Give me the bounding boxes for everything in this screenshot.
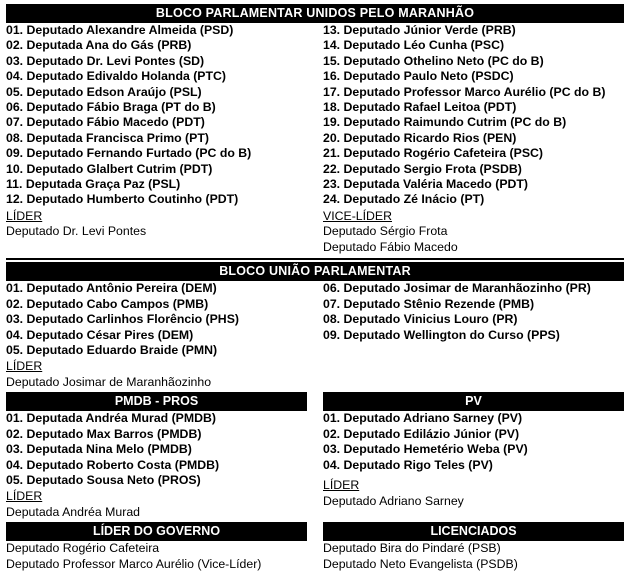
list-item: 02. Deputado Cabo Campos (PMB) xyxy=(6,296,209,311)
footer-section-banners xyxy=(6,522,624,541)
role-name: Deputada Andréa Murad xyxy=(6,504,140,519)
list-item: 05. Deputado Sousa Neto (PROS) xyxy=(6,472,201,487)
footer-banner-right-wrap xyxy=(315,522,624,541)
list-item: Deputado Rogério Cafeteira xyxy=(6,541,160,556)
member-column-pmdb-pros xyxy=(6,411,315,520)
section-title-banner-pv: PV xyxy=(323,392,624,411)
member-column-left xyxy=(6,281,315,390)
list-item: 03. Deputado Hemetério Weba (PV) xyxy=(323,442,528,457)
footer-banner-left-wrap xyxy=(6,522,315,541)
list-item: 08. Deputado Vinicius Louro (PR) xyxy=(323,312,518,327)
section-title-banner: BLOCO UNIÃO PARLAMENTAR xyxy=(6,262,624,281)
list-item: 13. Deputado Júnior Verde (PRB) xyxy=(323,23,516,37)
member-column-right xyxy=(315,23,624,255)
list-item: Deputado Neto Evangelista (PSDB) xyxy=(323,556,518,571)
list-item: 04. Deputado Roberto Costa (PMDB) xyxy=(6,457,220,472)
member-columns xyxy=(6,23,624,255)
list-item: 20. Deputado Ricardo Rios (PEN) xyxy=(323,130,517,145)
list-item: 04. Deputado Rigo Teles (PV) xyxy=(323,457,493,472)
list-item: 07. Deputado Stênio Rezende (PMB) xyxy=(323,296,535,311)
list-item: 01. Deputado Alexandre Almeida (PSD) xyxy=(6,23,234,37)
list-item: 15. Deputado Othelino Neto (PC do B) xyxy=(323,53,544,68)
role-name: Deputado Dr. Levi Pontes xyxy=(6,224,147,239)
list-item: 09. Deputado Fernando Furtado (PC do B) xyxy=(6,146,252,161)
section-title-banner-pmdb-pros: PMDB - PROS xyxy=(6,392,307,411)
list-item: 07. Deputado Fábio Macedo (PDT) xyxy=(6,115,205,130)
section-title-banner-licenciados: LICENCIADOS xyxy=(323,522,624,541)
list-item: 17. Deputado Professor Marco Aurélio (PC do B) xyxy=(323,84,606,99)
list-item: 23. Deputada Valéria Macedo (PDT) xyxy=(323,177,529,192)
list-item: 05. Deputado Eduardo Braide (PMN) xyxy=(6,342,218,357)
list-item: 02. Deputado Edilázio Júnior (PV) xyxy=(323,426,520,441)
list-item: 10. Deputado Glalbert Cutrim (PDT) xyxy=(6,161,213,176)
role-label-vice-lider: VICE-LÍDER xyxy=(323,208,393,223)
list-item: 06. Deputado Fábio Braga (PT do B) xyxy=(6,100,216,115)
half-banner-left-wrap xyxy=(6,392,315,411)
list-item: 12. Deputado Humberto Coutinho (PDT) xyxy=(6,192,239,207)
list-item: 18. Deputado Rafael Leitoa (PDT) xyxy=(323,100,517,115)
role-label-lider: LÍDER xyxy=(323,477,360,492)
list-item: 05. Deputado Edson Araújo (PSL) xyxy=(6,84,202,99)
role-name: Deputado Sérgio Frota xyxy=(323,224,448,239)
role-name: Deputado Josimar de Maranhãozinho xyxy=(6,374,212,389)
list-item: 02. Deputado Max Barros (PMDB) xyxy=(6,426,202,441)
section-title-banner-lider-do-governo: LÍDER DO GOVERNO xyxy=(6,522,307,541)
list-item: 01. Deputado Adriano Sarney (PV) xyxy=(323,411,523,426)
list-item: 24. Deputado Zé Inácio (PT) xyxy=(323,192,485,207)
list-item: 04. Deputado César Pires (DEM) xyxy=(6,327,194,342)
list-item: 06. Deputado Josimar de Maranhãozinho (PR) xyxy=(323,281,591,296)
list-item: 11. Deputada Graça Paz (PSL) xyxy=(6,177,181,192)
list-item: 22. Deputado Sergio Frota (PSDB) xyxy=(323,161,522,176)
half-section-banners xyxy=(6,392,624,411)
list-item: 08. Deputada Francisca Primo (PT) xyxy=(6,130,209,145)
half-banner-right-wrap xyxy=(315,392,624,411)
list-item: 14. Deputado Léo Cunha (PSC) xyxy=(323,38,505,53)
half-section-columns xyxy=(6,411,624,520)
section-title-banner: BLOCO PARLAMENTAR UNIDOS PELO MARANHÃO xyxy=(6,4,624,23)
list-item: 03. Deputado Carlinhos Florêncio (PHS) xyxy=(6,312,239,327)
list-item: 02. Deputada Ana do Gás (PRB) xyxy=(6,38,192,53)
list-item: Deputado Bira do Pindaré (PSB) xyxy=(323,541,501,556)
list-item: 09. Deputado Wellington do Curso (PPS) xyxy=(323,327,560,342)
spacer xyxy=(323,473,624,477)
list-item: 19. Deputado Raimundo Cutrim (PC do B) xyxy=(323,115,567,130)
list-item: 04. Deputado Edivaldo Holanda (PTC) xyxy=(6,69,226,84)
role-label-lider: LÍDER xyxy=(6,359,43,374)
role-name: Deputado Fábio Macedo xyxy=(323,239,458,254)
list-item: Deputado Professor Marco Aurélio (Vice-Líder) xyxy=(6,556,262,571)
list-item: 03. Deputada Nina Melo (PMDB) xyxy=(6,442,192,457)
list-item: 21. Deputado Rogério Cafeteira (PSC) xyxy=(323,146,544,161)
role-name: Deputado Adriano Sarney xyxy=(323,493,464,508)
list-item: 03. Deputado Dr. Levi Pontes (SD) xyxy=(6,53,205,68)
list-item: 16. Deputado Paulo Neto (PSDC) xyxy=(323,69,514,84)
section-bloco-uniao-parlamentar xyxy=(6,262,624,390)
member-column-licenciados xyxy=(315,541,624,572)
list-item: 01. Deputado Antônio Pereira (DEM) xyxy=(6,281,217,296)
member-column-right xyxy=(315,281,624,390)
section-divider xyxy=(6,258,624,260)
section-bloco-unidos-maranhao xyxy=(6,4,624,255)
role-label-lider: LÍDER xyxy=(6,208,43,223)
member-column-lider-do-governo xyxy=(6,541,315,572)
member-columns xyxy=(6,281,624,390)
footer-section-columns xyxy=(6,541,624,572)
list-item: 01. Deputada Andréa Murad (PMDB) xyxy=(6,411,216,426)
member-column-pv xyxy=(315,411,624,520)
member-column-left xyxy=(6,23,315,255)
role-label-lider: LÍDER xyxy=(6,489,43,504)
